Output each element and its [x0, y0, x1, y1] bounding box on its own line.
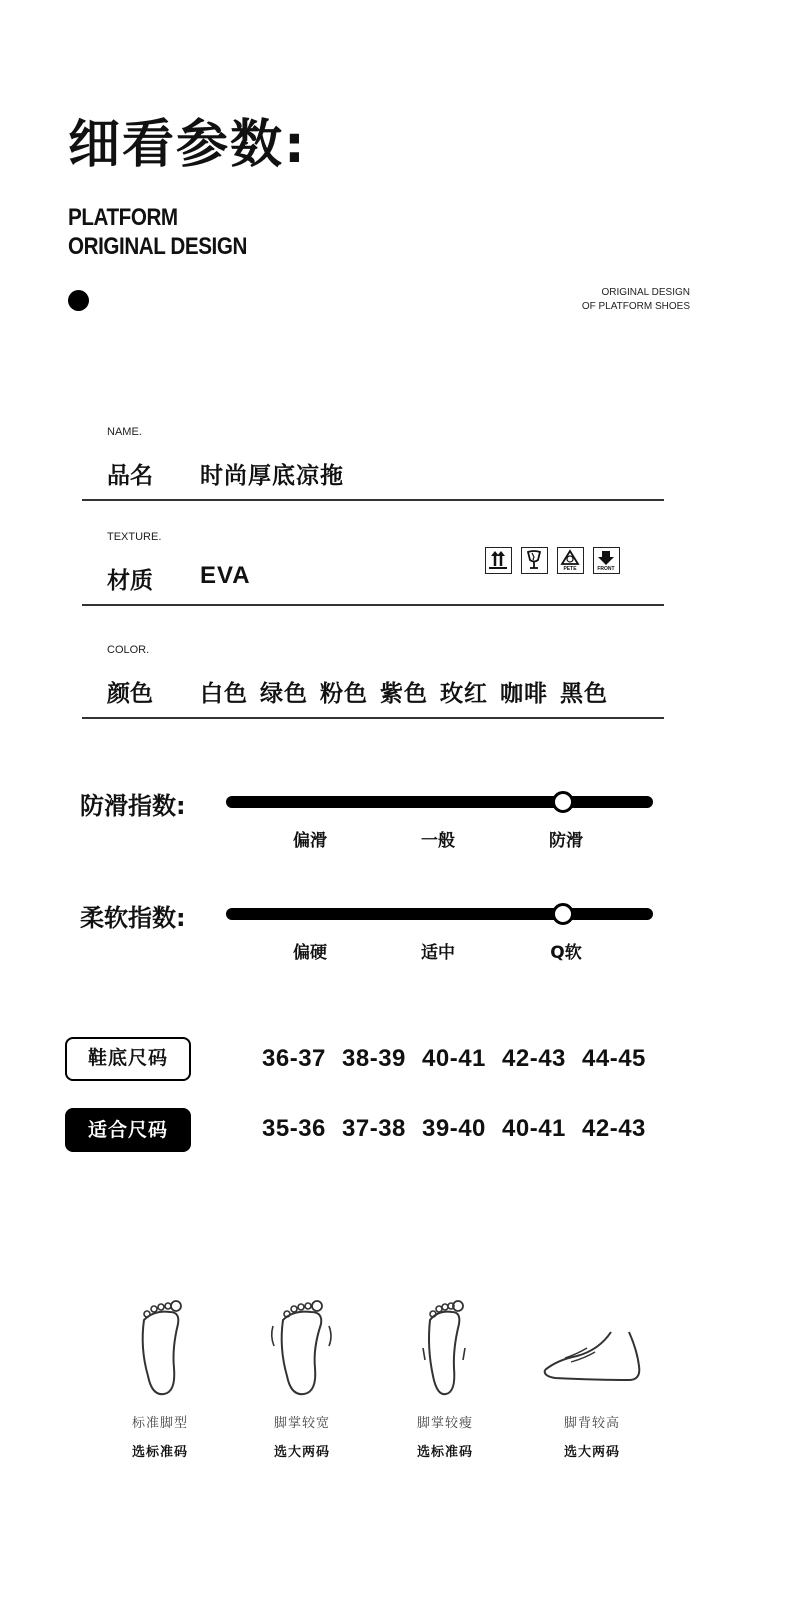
page-title: 细看参数: — [68, 115, 307, 175]
param-color-en: COLOR. — [107, 644, 150, 656]
softness-tick-low: 偏硬 — [293, 943, 327, 963]
anti-slip-track — [226, 796, 653, 808]
fit-size: 39-40 — [422, 1115, 486, 1142]
softness-knob — [552, 903, 574, 925]
foot-line2: 选标准码 — [416, 1445, 473, 1460]
foot-line2: 选标准码 — [131, 1445, 188, 1460]
anti-slip-knob — [552, 791, 574, 813]
sole-size-list — [262, 1045, 662, 1073]
tagline — [582, 286, 690, 314]
param-color-cn: 颜色 — [107, 681, 153, 707]
param-color-row — [82, 617, 664, 719]
foot-line1: 标准脚型 — [131, 1416, 188, 1431]
fit-size-tag: 适合尺码 — [65, 1108, 191, 1152]
pete-recycle-icon — [557, 547, 584, 574]
param-texture-cn: 材质 — [107, 568, 153, 594]
high-instep-foot-icon — [537, 1298, 647, 1398]
softness-tick-high: Q软 — [550, 943, 582, 963]
param-name-value: 时尚厚底凉拖 — [200, 463, 344, 489]
fragile-icon — [521, 547, 548, 574]
foot-line1: 脚掌较瘦 — [416, 1416, 473, 1431]
standard-foot-icon — [130, 1298, 190, 1398]
anti-slip-label: 防滑指数: — [80, 792, 186, 820]
param-texture-en: TEXTURE. — [107, 531, 162, 543]
pete-label: PETE — [563, 566, 577, 572]
fit-size: 40-41 — [502, 1115, 566, 1142]
softness-label: 柔软指数: — [80, 904, 186, 932]
packaging-icons — [485, 547, 620, 574]
foot-line2: 选大两码 — [563, 1445, 620, 1460]
wide-foot-icon — [267, 1298, 337, 1398]
foot-high-instep — [532, 1298, 652, 1460]
fit-size: 35-36 — [262, 1115, 326, 1142]
anti-slip-tick-high: 防滑 — [549, 831, 583, 851]
param-texture-value: EVA — [200, 562, 251, 589]
english-title-line1: PLATFORM — [68, 204, 178, 231]
sole-size: 40-41 — [422, 1045, 486, 1072]
sole-size: 42-43 — [502, 1045, 566, 1072]
front-arrow-icon — [593, 547, 620, 574]
sole-size: 36-37 — [262, 1045, 326, 1072]
anti-slip-tick-low: 偏滑 — [293, 831, 327, 851]
anti-slip-tick-mid: 一般 — [421, 831, 455, 851]
foot-line1: 脚掌较宽 — [273, 1416, 330, 1431]
param-name-en: NAME. — [107, 426, 142, 438]
foot-standard — [100, 1298, 220, 1460]
this-way-up-icon — [485, 547, 512, 574]
front-label: FRONT — [597, 566, 615, 572]
fit-size: 42-43 — [582, 1115, 646, 1142]
fit-size: 37-38 — [342, 1115, 406, 1142]
sole-size: 44-45 — [582, 1045, 646, 1072]
foot-wide — [242, 1298, 362, 1460]
tagline-line2: OF PLATFORM SHOES — [581, 301, 690, 312]
foot-narrow — [385, 1298, 505, 1460]
param-color-value: 白色 绿色 粉色 紫色 玫红 咖啡 黑色 — [200, 681, 609, 707]
english-title-line2: ORIGINAL DESIGN — [68, 233, 247, 260]
fit-size-list — [262, 1115, 662, 1143]
foot-line1: 脚背较高 — [563, 1416, 620, 1431]
param-name-row — [82, 399, 664, 501]
softness-track — [226, 908, 653, 920]
narrow-foot-icon — [410, 1298, 480, 1398]
param-texture-row — [82, 504, 664, 606]
sole-size: 38-39 — [342, 1045, 406, 1072]
sole-size-tag: 鞋底尺码 — [65, 1037, 191, 1081]
softness-tick-mid: 适中 — [421, 943, 455, 963]
foot-line2: 选大两码 — [273, 1445, 330, 1460]
english-title — [68, 203, 247, 261]
bullet-dot — [68, 290, 89, 311]
param-name-cn: 品名 — [107, 463, 153, 489]
tagline-line1: ORIGINAL DESIGN — [601, 287, 690, 298]
